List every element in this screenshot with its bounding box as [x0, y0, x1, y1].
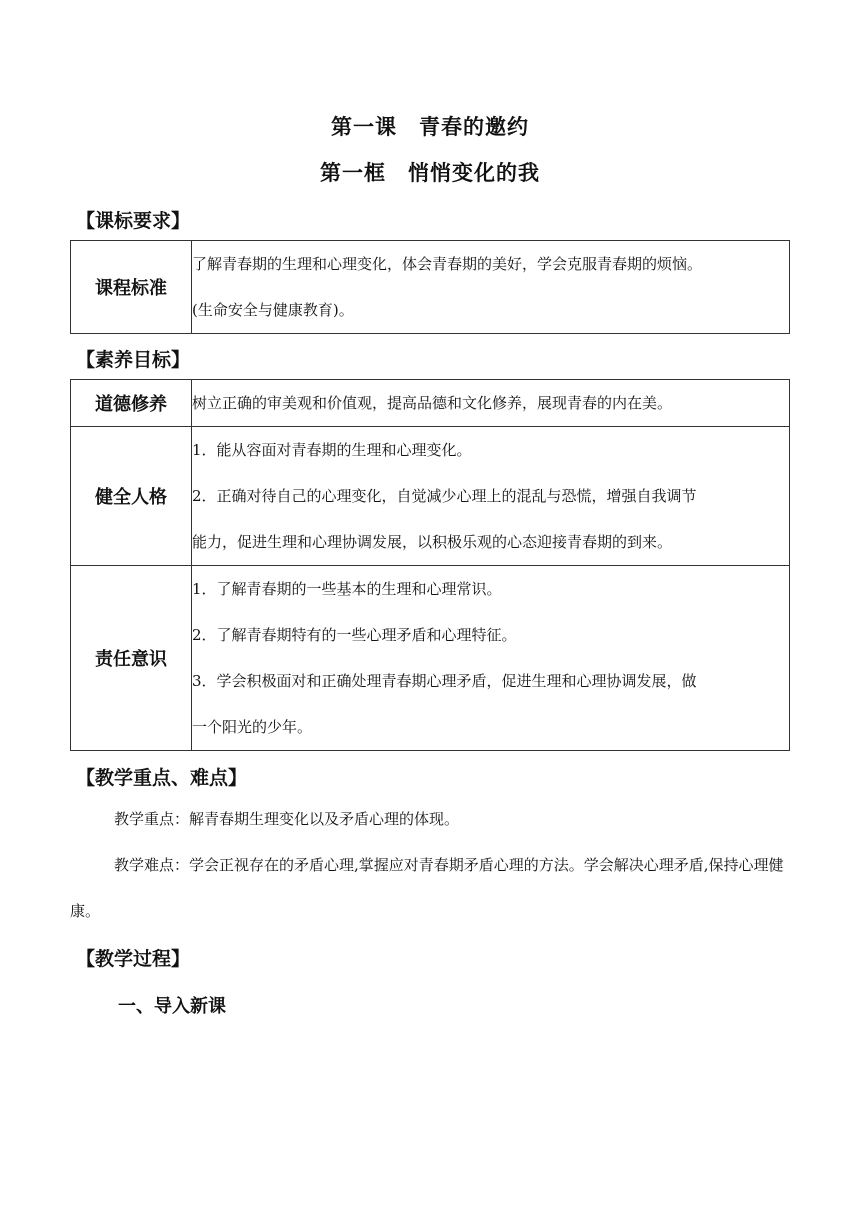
curriculum-content: [192, 241, 790, 334]
literacy-line: 1．了解青春期的一些基本的生理和心理常识。: [192, 580, 502, 598]
literacy-line: 1．能从容面对青春期的生理和心理变化。: [192, 441, 472, 459]
literacy-table: [70, 379, 790, 751]
difficulty-paragraph: 教学难点：学会正视存在的矛盾心理,掌握应对青春期矛盾心理的方法。学会解决心理矛盾,保持心理健康。: [70, 856, 784, 920]
lesson-title: 第一课 青春的邀约: [331, 115, 529, 139]
curriculum-line: 了解青春期的生理和心理变化，体会青春期的美好，学会克服青春期的烦恼。: [192, 255, 703, 273]
section-literacy-heading: 【素养目标】: [76, 349, 191, 371]
literacy-content-personality: [192, 427, 790, 566]
literacy-content-responsibility: [192, 566, 790, 751]
curriculum-line: (生命安全与健康教育)。: [192, 301, 354, 319]
table-row: [71, 427, 790, 566]
literacy-line: 一个阳光的少年。: [192, 718, 313, 736]
literacy-label-morality: 道德修养: [71, 380, 192, 427]
literacy-line: 2．了解青春期特有的一些心理矛盾和心理特征。: [192, 626, 517, 644]
table-row: [71, 566, 790, 751]
literacy-label-personality: 健全人格: [71, 427, 192, 566]
literacy-line: 能力，促进生理和心理协调发展，以积极乐观的心态迎接青春期的到来。: [192, 533, 673, 551]
literacy-line: 3．学会积极面对和正确处理青春期心理矛盾，促进生理和心理协调发展，做: [192, 672, 697, 690]
table-row: [71, 241, 790, 334]
literacy-line: 树立正确的审美观和价值观，提高品德和文化修养，展现青春的内在美。: [192, 394, 673, 412]
table-row: [71, 380, 790, 427]
frame-title: 第一框 悄悄变化的我: [320, 161, 540, 185]
literacy-content-morality: [192, 380, 790, 427]
curriculum-table: [70, 240, 790, 334]
curriculum-label: 课程标准: [71, 241, 192, 334]
section-curriculum-heading: 【课标要求】: [76, 210, 191, 232]
literacy-label-responsibility: 责任意识: [71, 566, 192, 751]
literacy-line: 2．正确对待自己的心理变化，自觉减少心理上的混乱与恐慌，增强自我调节: [192, 487, 697, 505]
section-process-heading: 【教学过程】: [76, 948, 191, 970]
section-focus-heading: 【教学重点、难点】: [76, 767, 248, 789]
process-step-heading: 一、导入新课: [118, 996, 226, 1017]
key-point-paragraph: 教学重点：解青春期生理变化以及矛盾心理的体现。: [114, 810, 460, 828]
